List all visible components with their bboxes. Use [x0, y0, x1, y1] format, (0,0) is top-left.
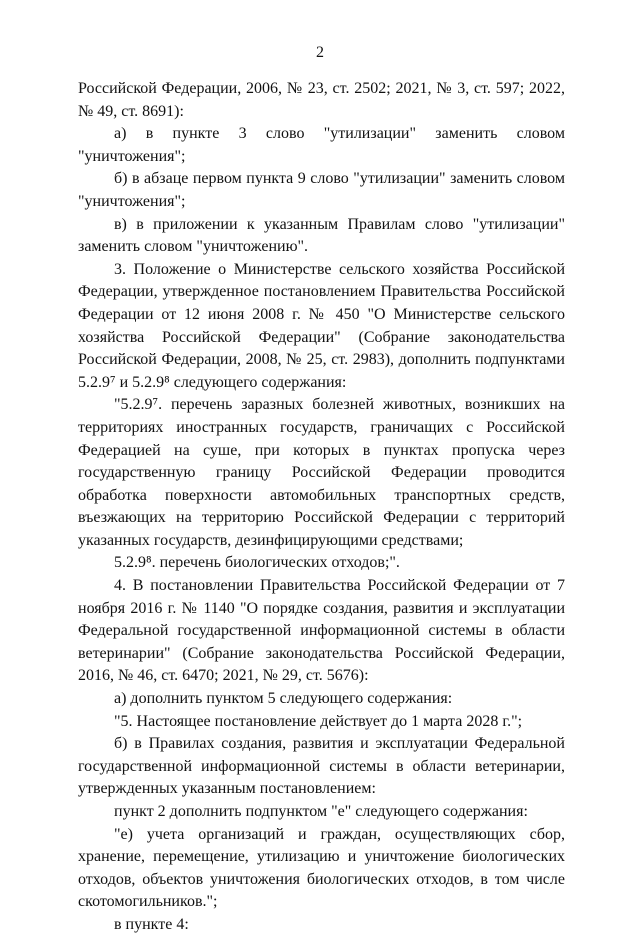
paragraph: б) в Правилах создания, развития и эксплуатации Федеральной государственной информационной системы в области ветеринарии, утвержденных указанным постановлением: [78, 735, 565, 798]
paragraph: 4. В постановлении Правительства Российской Федерации от 7 ноября 2016 г. № 1140 "О порядке создания, развития и эксплуатации Федеральной государственной информационной системы в области ветеринарии" (Собрание законодательства Российской Федерации, 2016, № 46, ст. 6470; 2021, № 29, ст. 5676): [78, 577, 565, 685]
page-number: 2 [316, 44, 324, 61]
paragraph: в) в приложении к указанным Правилам слово "утилизации" заменить словом "уничтожению". [78, 215, 565, 256]
paragraph: 3. Положение о Министерстве сельского хозяйства Российской Федерации, утвержденное постановлением Правительства Российской Федерации от 12 июня 2008 г. № 450 "О Министерстве сельского хозяйства Российской Федерации" (Собрание законодательства Российской Федерации, 2008, № 25, ст. 2983), дополнить подпунктами 5.2.9⁷ и 5.2.9⁸ следующего содержания: [78, 260, 565, 391]
paragraph: 5.2.9⁸. перечень биологических отходов;". [114, 554, 400, 572]
paragraph: "5.2.9⁷. перечень заразных болезней животных, возникших на территориях иностранных государств, граничащих с Российской Федерацией на суше, при которых в пунктах пропуска через государственную границу Российской Федерации проводится обработка поверхности автомобильных транспортных средств, въезжающих на территорию Российской Федерации с территорий указанных государств, дезинфицирующими средствами; [78, 396, 565, 549]
paragraph: а) дополнить пунктом 5 следующего содержания: [114, 690, 453, 708]
paragraph: а) в пункте 3 слово "утилизации" заменить словом "уничтожения"; [78, 125, 565, 165]
paragraph: пункт 2 дополнить подпунктом "е" следующего содержания: [114, 803, 528, 820]
paragraph: Российской Федерации, 2006, № 23, ст. 2502; 2021, № 3, ст. 597; 2022, № 49, ст. 8691): [78, 80, 565, 120]
paragraph: б) в абзаце первом пункта 9 слово "утилизации" заменить словом "уничтожения"; [78, 170, 565, 210]
paragraph: "5. Настоящее постановление действует до 1 марта 2028 г."; [114, 712, 523, 730]
paragraph: "е) учета организаций и граждан, осуществляющих сбор, хранение, перемещение, утилизацию и уничтожение биологических отходов, объектов уничтожения биологических отходов, в том числе скотомогильников."; [78, 825, 565, 911]
paragraph: в пункте 4: [114, 915, 189, 933]
document-body [78, 78, 565, 937]
